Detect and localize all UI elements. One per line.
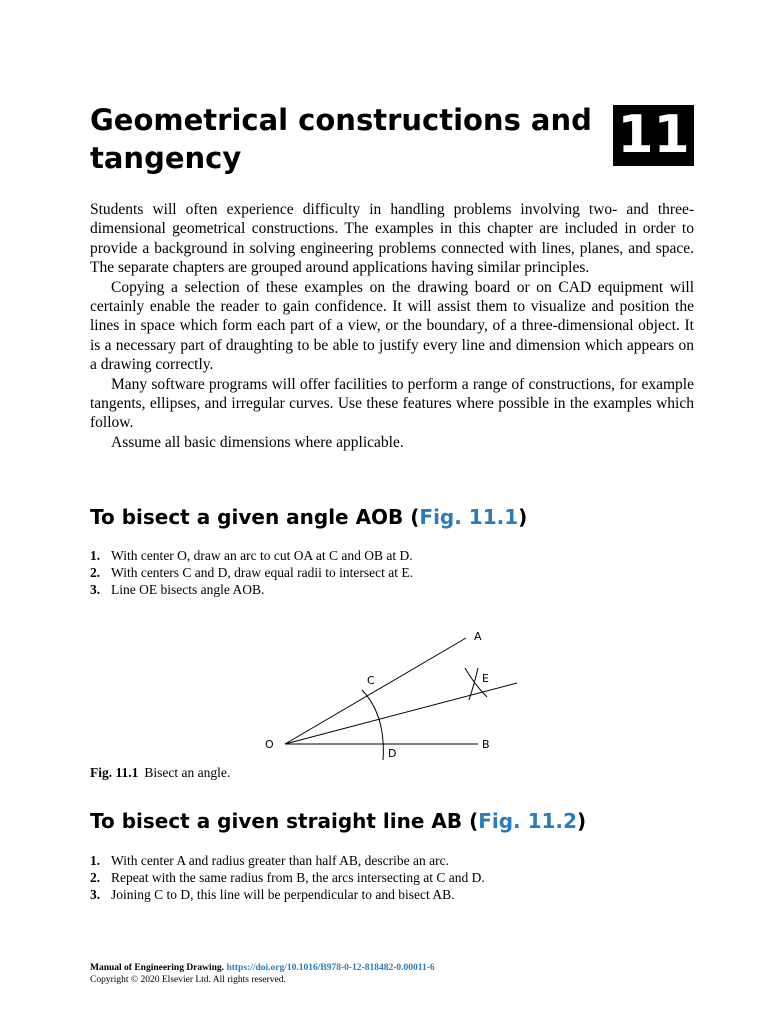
label-c: C (367, 674, 375, 687)
section-heading-text: To bisect a given straight line AB ( (90, 809, 479, 833)
chapter-title-line-2: tangency (90, 141, 242, 175)
list-item (90, 869, 694, 886)
figure-link-11-2[interactable]: Fig. 11.2 (478, 809, 577, 833)
chapter-number-badge: 11 (613, 105, 694, 166)
list-item (90, 886, 694, 903)
footer-book-title: Manual of Engineering Drawing. (90, 963, 225, 973)
label-o: O (265, 738, 274, 751)
step-text: Joining C to D, this line will be perpendicular to and bisect AB. (111, 887, 455, 902)
chapter-title-line-1: Geometrical constructions and (90, 103, 592, 137)
label-b: B (482, 738, 490, 751)
step-number: 3. (90, 887, 101, 902)
intro-paragraph-3: Many software programs will offer facilities to perform a range of constructions, for example tangents, ellipses, and irregular curves. Use these features where possible in the examples which follow. (90, 375, 694, 432)
steps-list-bisect-line (90, 852, 694, 903)
step-text: Repeat with the same radius from B, the arcs intersecting at C and D. (111, 870, 485, 885)
step-number: 2. (90, 870, 101, 885)
section-heading-text: To bisect a given angle AOB ( (90, 505, 420, 529)
intro-paragraph-4: Assume all basic dimensions where applicable. (111, 433, 404, 451)
step-number: 3. (90, 582, 101, 597)
section-heading-end: ) (518, 505, 528, 529)
step-text: Line OE bisects angle AOB. (111, 582, 265, 597)
footer-copyright: Copyright © 2020 Elsevier Ltd. All rights reserved. (90, 975, 286, 985)
step-text: With center O, draw an arc to cut OA at C and OB at D. (111, 548, 413, 563)
step-number: 1. (90, 853, 101, 868)
line-oa (285, 638, 466, 744)
step-number: 2. (90, 565, 101, 580)
intro-paragraph-2: Copying a selection of these examples on the drawing board or on CAD equipment will certainly enable the reader to gain confidence. It will assist them to visualize and position the lines in space which form each part of a view, or the boundary, of a three-dimensional object. It is a necessary part of draughting to be able to justify every line and dimension which appears on a drawing correctly. (90, 278, 694, 374)
list-item (90, 852, 694, 869)
label-a: A (474, 630, 482, 643)
footer-citation (90, 962, 435, 974)
figure-caption-11-1 (90, 764, 230, 781)
arc-cd (362, 690, 383, 760)
figure-link-11-1[interactable]: Fig. 11.1 (419, 505, 519, 529)
section-heading-end: ) (576, 809, 587, 833)
intro-paragraph-1: Students will often experience difficulty in handling problems involving two- and three-dimensional geometrical constructions. The examples in this chapter are included in order to provide a background in solving engineering problems connected with lines, planes, and space. The separate chapters are grouped around applications having similar principles. (90, 201, 694, 277)
step-number: 1. (90, 548, 101, 563)
section-heading-bisect-line (90, 809, 586, 833)
doi-link[interactable]: https://doi.org/10.1016/B978-0-12-818482-0.00011-6 (226, 963, 435, 973)
arc-from-d (469, 668, 478, 700)
figure-caption-text: Bisect an angle. (144, 765, 231, 780)
label-d: D (388, 747, 397, 760)
label-e: E (482, 672, 489, 685)
step-text: With center A and radius greater than half AB, describe an arc. (111, 853, 449, 868)
step-text: With centers C and D, draw equal radii to intersect at E. (111, 565, 413, 580)
figure-caption-label: Fig. 11.1 (90, 765, 139, 780)
page-footer (90, 962, 435, 986)
